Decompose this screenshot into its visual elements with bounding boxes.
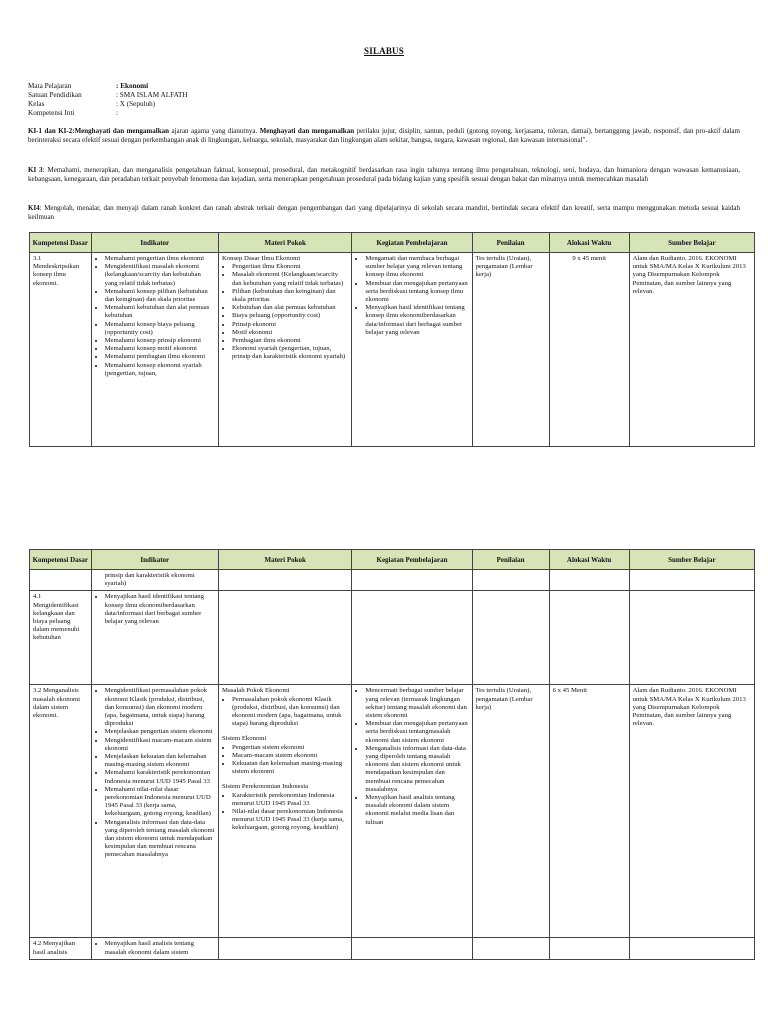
alokasi-cell: [549, 591, 629, 685]
header-penilaian: Penilaian: [472, 550, 549, 570]
identity-block: [28, 82, 188, 118]
list-item: • Menjelaskan kekuatan dan kelemahan masing-masing sistem ekonomi: [105, 753, 215, 769]
identity-label: Mata Pelajaran: [28, 82, 72, 90]
header-kegiatan: Kegiatan Pembelajaran: [352, 233, 472, 253]
list-item: • Mengidentifikasi permasalahan pokok ekonomi Klasik (produksi, distribusi, dan konsumsi) dan ekonomi modern (apa, bagaimana, untuk siapa) barang diproduksi: [105, 687, 215, 728]
ki-text: : Mengolah, menalar, dan menyaji dalam ranah konkret dan ranah abstrak terkait dengan pengembangan dari yang dipelajarinya di sekolah secara mandiri, bertindak secara efektif dan kreatif, serta mampu menggunakan metoda sesuai kaidah keilmuan: [28, 204, 740, 221]
list-item: • Memahami konsep pilihan (kebutuhan dan keinginan) dan skala prioritas: [105, 288, 215, 304]
list-item: • Pembagian ilmu ekonomi: [232, 337, 348, 345]
list-item: • Biaya peluang (opportunity cost): [232, 312, 348, 320]
list-item: • Menjelaskan pengertian sistem ekonomi: [105, 728, 215, 736]
list-item: • Nilai-nilai dasar perekonomian Indonesia menurut UUD 1945 Pasal 33 (kerja sama, kekeluargaan, gotong royong, keadilan): [232, 808, 348, 833]
kd-cell: [30, 570, 92, 591]
alokasi-cell: [549, 570, 629, 591]
kd-cell: 3.2 Menganalisis masalah ekonomi dalam sistem ekonomi.: [30, 685, 92, 938]
table-row: [30, 253, 755, 447]
sumber-cell: Alam dan Rudianto. 2016. EKONOMI untuk SMA/MA Kelas X Kurikulum 2013 yang Disempurnakan Kelompok Peminatan, dan sumber lainnya yang relevan.: [629, 685, 754, 938]
list-item: • Masalah ekonomi (Kelangkaan/scarcity dan kebutuhan yang relatif tidak terbatas): [232, 271, 348, 287]
header-indikator: Indikator: [91, 233, 218, 253]
materi-title: Konsep Dasar Ilmu Ekonomi: [221, 255, 301, 262]
list-item: • Kekuatan dan kelemahan masing-masing sistem ekonomi: [232, 760, 348, 776]
list-item: • Memahami konsep ekonomi syariah (pengertian, tujuan,: [105, 362, 215, 378]
list-item: • Menyajikan hasil analisis tentang masalah ekonomi dalam sistem ekonomi melalui media lisan dan tulisan: [365, 794, 468, 827]
penilaian-cell: [472, 570, 549, 591]
syllabus-table-1: [29, 232, 755, 447]
identity-value: : SMA ISLAM ALFATH: [116, 91, 188, 99]
list-item: • Kebutuhan dan alat pemuas kebutuhan: [232, 304, 348, 312]
sumber-cell: Alam dan Rudianto. 2016. EKONOMI untuk SMA/MA Kelas X Kurikulum 2013 yang Disempurnakan Kelompok Peminatan, dan sumber lainnya yang relevan.: [629, 253, 754, 447]
indikator-list: [95, 940, 215, 956]
kegiatan-cell: [352, 570, 472, 591]
ki-emphasis: Menghayati dan mengamalkan: [259, 127, 355, 135]
ki-label: KI-1 dan KI-2:: [28, 127, 75, 135]
list-item: • Prinsip ekonomi: [232, 321, 348, 329]
indikator-cell: [91, 685, 218, 938]
penilaian-cell: Tes tertulis (Uraian), pengamatan (Lembar kerja): [472, 253, 549, 447]
penilaian-cell: Tes tertulis (Uraian), pengamatan (Lembar kerja): [472, 685, 549, 938]
table-row: [30, 570, 755, 591]
list-item: • Pengertian ilmu Ekonomi: [232, 263, 348, 271]
alokasi-cell: 9 x 45 menit: [549, 253, 629, 447]
kd-cell: 3.1 Mendeskripsikan konsep ilmu ekonomi.: [30, 253, 92, 447]
kegiatan-cell: [352, 938, 472, 959]
list-item: • Motif ekonomi: [232, 329, 348, 337]
header-materi: Materi Pokok: [218, 550, 351, 570]
identity-label: Kompetensi Inti: [28, 109, 75, 117]
header-sumber: Sumber Belajar: [629, 233, 754, 253]
alokasi-cell: [549, 938, 629, 959]
penilaian-cell: [472, 938, 549, 959]
header-penilaian: Penilaian: [472, 233, 549, 253]
table-row: [30, 938, 755, 959]
indikator-cell: [91, 591, 218, 685]
identity-row: [28, 109, 188, 118]
list-item: • Memahami konsep prinsip ekonomi: [105, 337, 215, 345]
ki-3-paragraph: [28, 166, 740, 183]
list-item: • Pilihan (kebutuhan dan keinginan) dan skala prioritas: [232, 288, 348, 304]
list-item: • Menyajikan hasil analisis tentang masalah ekonomi dalam sistem: [105, 940, 215, 956]
identity-label: Kelas: [28, 100, 45, 108]
document-title: SILABUS: [364, 46, 404, 56]
ki-text: perilaku jujur, disiplin, santun, peduli (gotong royong, kerjasama, toleran, damai), bertanggung jawab, responsif, dan pro-aktif dalam berinteraksi secara efektif sesuai dengan perkembangan anak di lingkungan, keluarga, sekolah, masyarakat dan lingkungan alam sekitar, bangsa, negara, kawasan regional, dan kawasan internasional".: [28, 127, 740, 144]
list-item: • Menyajikan hasil identifikasi tentang konsep ilmu ekonomiberdasarkan data/informasi dari berbagai sumber belajar yang relevan: [365, 304, 468, 337]
header-kd: Kompetensi Dasar: [30, 233, 92, 253]
materi-title: Masalah Pokok Ekonomi: [221, 687, 290, 695]
identity-row: [28, 82, 188, 91]
ki-emphasis: Menghayati dan mengamalkan: [74, 127, 169, 135]
syllabus-table-2: [29, 549, 755, 960]
header-kd: Kompetensi Dasar: [30, 550, 92, 570]
ki-text: ajaran agama yang dianutnya.: [168, 127, 260, 135]
list-item: • Memahami konsep motif ekonomi: [105, 345, 215, 353]
ki-text: : Memahami, menerapkan, dan menganalisis pengetahuan faktual, konseptual, prosedural, dan metakognitif berdasarkan rasa ingin tahunya tentang ilmu pengetahuan, teknologi, seni, budaya, dan humaniora dengan wawasan kemanusiaan, kebangsaan, kenegaraan, dan peradaban terkait penyebab fenomena dan kejadian, serta menerapkan pengetahuan prosedural pada bidang kajian yang spesifik sesuai dengan bakat dan minatnya untuk memecahkan masalah: [28, 166, 740, 183]
list-item: • Ekonomi syariah (pengertian, tujuan, prinsip dan karakteristik ekonomi syariah): [232, 345, 348, 361]
materi-cell: [218, 938, 351, 959]
list-item: • Membuat dan mengajukan pertanyaan serta berdiskusi tentangmasalah ekonomi dan sistem ekonomi: [365, 720, 468, 745]
list-item: • Mencermati berbagai sumber belajar yang relevan (termasuk lingkungan sekitar) tentang masalah ekonomi dan sistem ekonomi: [365, 687, 468, 720]
header-materi: Materi Pokok: [218, 233, 351, 253]
kd-cell: 4.2 Menyajikan hasil analisis: [30, 938, 92, 959]
header-sumber: Sumber Belajar: [629, 550, 754, 570]
table-header-row: [30, 233, 755, 253]
materi-list: [222, 744, 348, 777]
materi-cell: [218, 591, 351, 685]
identity-label: Satuan Pendidikan: [28, 91, 82, 99]
materi-cell: [218, 253, 351, 447]
list-item: • Menganalisis informasi dan data-data yang diperoleh tentang masalah ekonomi dan sistem ekonomi untuk mendapatkan kesimpulan dan membuat rencana pemecahan masalahnya: [365, 745, 468, 794]
list-item: • Mengidentifikasi macam-macam sistem ekonomi: [105, 737, 215, 753]
list-item: • Mengidentifikasi masalah ekonomi (kelangkaan/scarcity dan kebutuhan yang relatif tidak terbatas): [105, 263, 215, 288]
ki-4-paragraph: [28, 204, 740, 221]
list-item: • Menganalisis informasi dan data-data yang diperoleh tentang masalah ekonomi dan sistem ekonomi untuk mendapatkan kesimpulan dan membuat rencana pemecahan masalahnya: [105, 819, 215, 860]
list-item: • Memahami karakteristik perekonomian Indonesia menurut UUD 1945 Pasal 33: [105, 769, 215, 785]
header-alokasi: Alokasi Waktu: [549, 550, 629, 570]
list-item: • Memahami pengertian ilmu ekonomi: [105, 255, 215, 263]
indikator-list: [95, 255, 215, 378]
list-item: • Permasalahan pokok ekonomi Klasik (produksi, distribusi, dan konsumsi) dan ekonomi modern (apa, bagaimana, untuk siapa) barang diproduksi: [232, 696, 348, 729]
list-item: • Memahami kebutuhan dan alat pemuas kebutuhan: [105, 304, 215, 320]
list-item: • Pengertian sistem ekonomi: [232, 744, 348, 752]
materi-cell: [218, 685, 351, 938]
materi-title: Sistem Perekonomian Indonesia: [221, 783, 309, 791]
indikator-cell: [91, 938, 218, 959]
list-item: • Menyajikan hasil identifikasi tentang konsep ilmu ekonomiberdasarkan data/informasi dari berbagai sumber belajar yang relevan: [105, 593, 215, 626]
penilaian-cell: [472, 591, 549, 685]
identity-value: :: [116, 109, 118, 117]
ki-label: KI 3: [28, 166, 43, 174]
list-item: • Memahami pembagian ilmu ekonomi: [105, 353, 215, 361]
indikator-cell: prinsip dan karakteristik ekonomi syariah): [91, 570, 218, 591]
header-kegiatan: Kegiatan Pembelajaran: [352, 550, 472, 570]
alokasi-cell: 6 x 45 Menit: [549, 685, 629, 938]
materi-cell: [218, 570, 351, 591]
kegiatan-cell: [352, 685, 472, 938]
identity-value: : Ekonomi: [116, 82, 149, 90]
identity-row: [28, 91, 188, 100]
ki-label: KI4: [28, 204, 40, 212]
materi-list: [222, 263, 348, 361]
kegiatan-list: [355, 687, 468, 826]
indikator-cell: [91, 253, 218, 447]
list-item: • Memahami nilai-nilai dasar perekonomian Indonesia menurut UUD 1945 Pasal 33 (kerja sama, kekeluargaan, gotong royong, keadilan): [105, 786, 215, 819]
sumber-cell: [629, 938, 754, 959]
sumber-cell: [629, 570, 754, 591]
indikator-list: [95, 593, 215, 626]
materi-list: [222, 792, 348, 833]
sumber-cell: [629, 591, 754, 685]
table-row: [30, 685, 755, 938]
list-item: • Memahami konsep biaya peluang (opportunity cost): [105, 321, 215, 337]
kegiatan-cell: [352, 591, 472, 685]
list-item: • Macam-macam sistem ekonomi: [232, 752, 348, 760]
materi-list: [222, 696, 348, 729]
identity-row: [28, 100, 188, 109]
list-item: • Membuat dan mengajukan pertanyaan serta berdiskusi tentang konsep ilmu ekonomi: [365, 280, 468, 305]
kegiatan-list: [355, 255, 468, 337]
identity-value: : X (Sepuluh): [116, 100, 156, 108]
ki-1-2-paragraph: [28, 127, 740, 144]
kd-cell: 4.1 Mengidentifikasi kelangkaan dan biaya peluang dalam memenuhi kebutuhan: [30, 591, 92, 685]
table-row: [30, 591, 755, 685]
table-header-row: [30, 550, 755, 570]
header-alokasi: Alokasi Waktu: [549, 233, 629, 253]
header-indikator: Indikator: [91, 550, 218, 570]
materi-title: Sistem Ekonomi: [221, 735, 267, 743]
kegiatan-cell: [352, 253, 472, 447]
list-item: • Mengamati dan membaca berbagai sumber belajar yang relevan tentang konsep ilmu ekonomi: [365, 255, 468, 280]
list-item: • Karakteristik perekonomian Indonesia menurut UUD 1945 Pasal 33: [232, 792, 348, 808]
indikator-list: [95, 687, 215, 859]
